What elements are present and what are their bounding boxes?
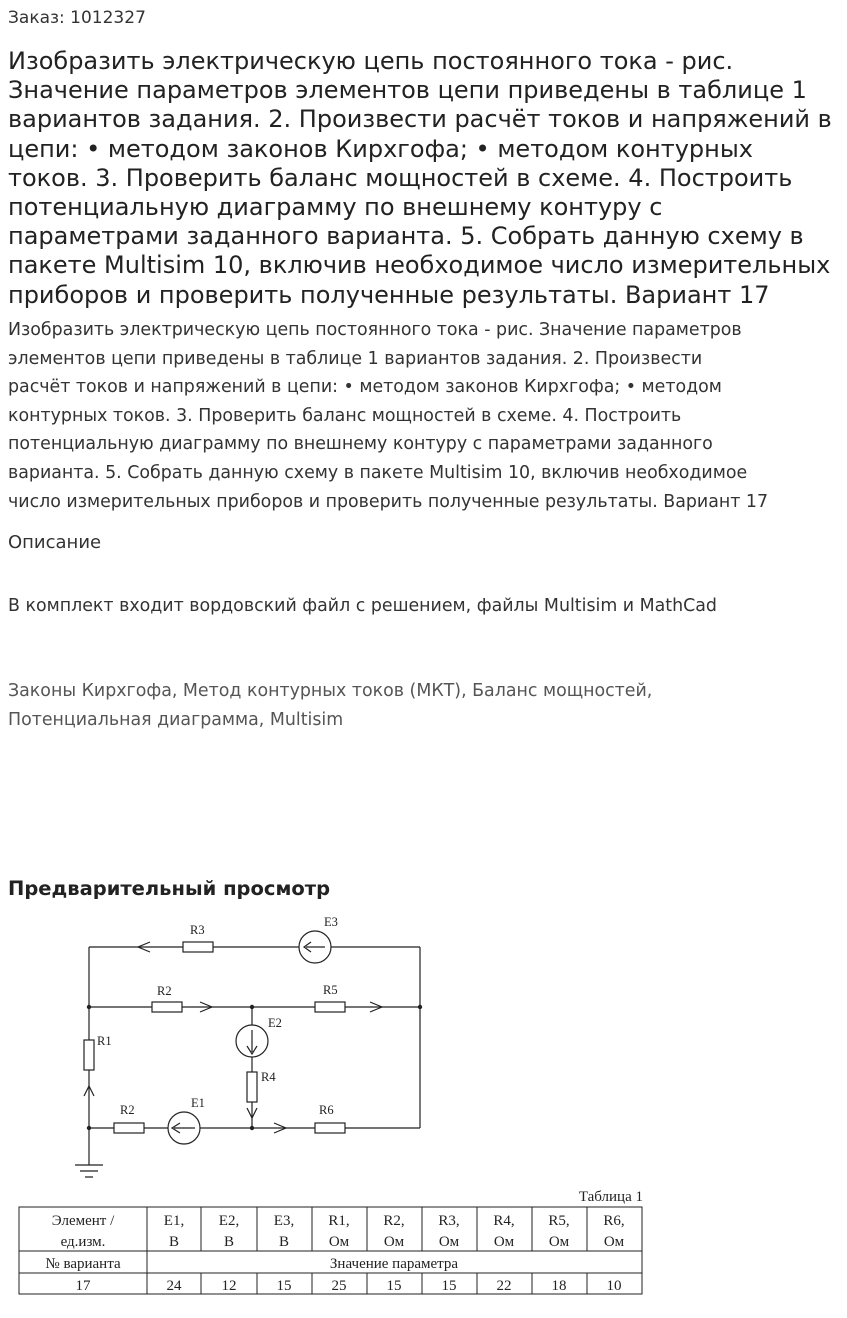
ground-symbol <box>75 1165 103 1177</box>
table-header-cell: R6, <box>603 1213 625 1229</box>
parameter-table <box>19 1189 643 1294</box>
description-line: расчёт токов и напряжений в цепи: • методом законов Кирхгофа; • методом <box>8 377 722 398</box>
label-e1: E1 <box>191 1096 205 1110</box>
description-heading: Описание <box>8 532 102 553</box>
description-line: число измерительных приборов и проверить полученные результаты. Вариант 17 <box>8 491 769 512</box>
resistor-r3 <box>183 942 213 952</box>
table-value-cell: 12 <box>221 1278 237 1294</box>
kit-contents-text: В комплект входит вордовский файл с решением, файлы Multisim и MathCad <box>8 596 717 616</box>
table-value-cell: 18 <box>551 1278 567 1294</box>
table-value-cell: 25 <box>331 1278 347 1294</box>
description-line: контурных токов. 3. Проверить баланс мощностей в схеме. 4. Построить <box>8 405 682 426</box>
table-value-cell: 10 <box>606 1278 622 1294</box>
preview-heading: Предварительный просмотр <box>8 877 331 900</box>
table-value-cell: 15 <box>276 1278 292 1294</box>
label-r5: R5 <box>323 983 338 997</box>
junction-dot <box>250 1005 254 1009</box>
table-header-cell: R2, <box>383 1213 405 1229</box>
label-e3: E3 <box>324 915 338 929</box>
table-unit-cell: Ом <box>493 1234 515 1250</box>
junction-dot <box>87 1126 91 1130</box>
label-e2: E2 <box>268 1016 282 1030</box>
label-r2-bottom: R2 <box>120 1103 135 1117</box>
table-value-cell: 22 <box>496 1278 512 1294</box>
table-value-cell: 17 <box>75 1278 91 1294</box>
resistor-r1 <box>84 1040 94 1070</box>
resistor-r6 <box>315 1123 345 1133</box>
description-line: элементов цепи приведены в таблице 1 вариантов задания. 2. Произвести <box>8 348 703 369</box>
table-unit-cell: Ом <box>603 1234 625 1250</box>
table-header-cell: R3, <box>438 1213 460 1229</box>
table-unit-cell: В <box>168 1234 180 1250</box>
resistor-r4 <box>247 1072 257 1102</box>
label-r2-top: R2 <box>157 984 172 998</box>
table-variant-label: № варианта <box>45 1256 121 1272</box>
label-r4: R4 <box>261 1070 276 1084</box>
table-header-cell: R1, <box>328 1213 350 1229</box>
table-header-cell: R4, <box>493 1213 515 1229</box>
description-line: потенциальную диаграмму по внешнему контуру с параметрами заданного <box>8 434 713 455</box>
table-unit-cell: В <box>223 1234 235 1250</box>
resistor-r2-bottom <box>114 1123 144 1133</box>
resistor-r2-top <box>152 1002 182 1012</box>
junction-dot <box>87 1005 91 1009</box>
table-caption: Таблица 1 <box>578 1189 643 1205</box>
junction-dot <box>250 1126 254 1130</box>
table-unit-cell: В <box>278 1234 290 1250</box>
preview-image <box>0 905 847 1318</box>
label-r6: R6 <box>319 1103 334 1117</box>
table-header-cell: E2, <box>218 1213 240 1229</box>
order-number: Заказ: 1012327 <box>8 8 146 28</box>
table-param-label: Значение параметра <box>329 1256 459 1272</box>
table-header-cell: R5, <box>548 1213 570 1229</box>
table-unit-cell: Ом <box>383 1234 405 1250</box>
label-r3: R3 <box>190 923 205 937</box>
description-line: Изобразить электрическую цепь постоянного тока - рис. Значение параметров <box>8 320 742 340</box>
tags-list: Законы Кирхгофа, Метод контурных токов (МКТ), Баланс мощностей, Потенциальная диаграмма, Multisim <box>8 681 653 730</box>
table-unit-cell: Ом <box>328 1234 350 1250</box>
junction-dot <box>418 1005 422 1009</box>
page-title: Изобразить электрическую цепь постоянного тока - рис. Значение параметров элементов цепи приведены в таблице 1 вариантов задания. 2. Произвести расчёт токов и напряжений в цепи: • методом законов Кирхгофа; • методом контурных токов. 3. Проверить баланс мощностей в схеме. 4. Построить потенциальную диаграмму по внешнему контуру с параметрами заданного варианта. 5. Собрать данную схему в пакете Multisim 10, включив необходимое число измерительных приборов и проверить полученные результаты. Вариант 17 <box>8 47 832 309</box>
table-value-cell: 15 <box>441 1278 457 1294</box>
resistor-r5 <box>315 1002 345 1012</box>
description-line: варианта. 5. Собрать данную схему в пакете Multisim 10, включив необходимое <box>8 462 748 483</box>
table-header-cell: E1, <box>163 1213 185 1229</box>
table-header-cell: E3, <box>273 1213 295 1229</box>
junctions <box>87 1005 422 1130</box>
label-r1: R1 <box>97 1034 112 1048</box>
table-value-cell: 15 <box>386 1278 402 1294</box>
table-unit-cell: Ом <box>438 1234 460 1250</box>
table-header-cell: Элемент / <box>51 1213 115 1229</box>
table-unit-cell: Ом <box>548 1234 570 1250</box>
description-text <box>8 316 843 516</box>
table-unit-cell: ед.изм. <box>60 1234 106 1250</box>
table-value-cell: 24 <box>166 1278 182 1294</box>
circuit-diagram <box>75 931 420 1177</box>
